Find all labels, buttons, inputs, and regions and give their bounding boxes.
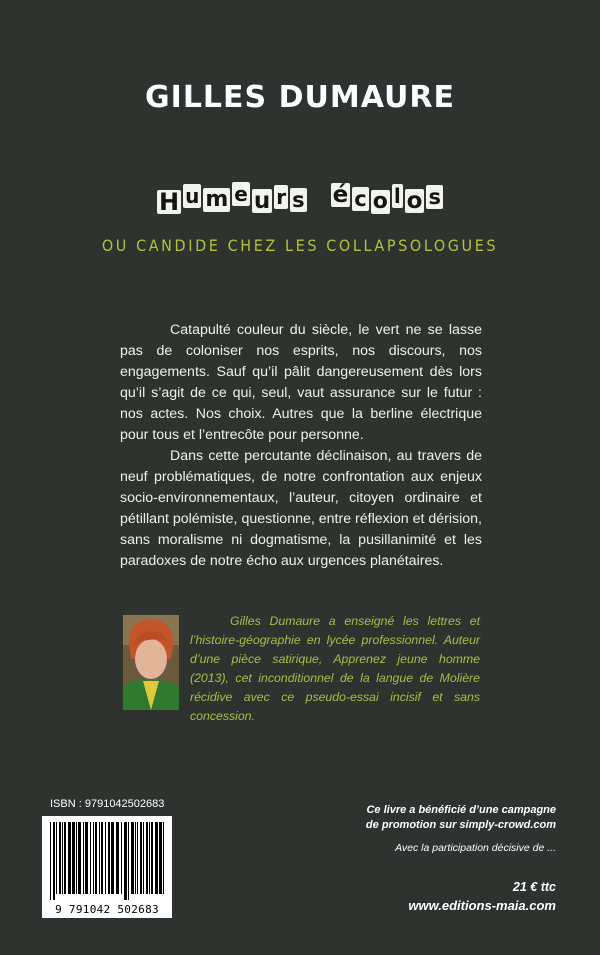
barcode-bar: [140, 822, 142, 894]
barcode-bar: [149, 822, 150, 894]
barcode-bar: [111, 822, 114, 894]
title-letter: e: [234, 182, 248, 206]
promo-line-2: de promotion sur simply-crowd.com: [365, 819, 556, 831]
barcode-bar: [128, 822, 129, 900]
barcode-bar: [50, 822, 51, 900]
barcode-bar: [62, 822, 63, 894]
barcode-bar: [83, 822, 84, 894]
barcode-bar: [93, 822, 94, 894]
barcode-bar: [105, 822, 106, 894]
blurb-paragraph-1: Catapulté couleur du siècle, le vert ne se lasse pas de coloniser nos esprits, nos discours, nos engagements. Sauf qu’il pâlit dangereusement dès lors qu’il s’agit de ce qui, seul, vaut assurance sur le futur : nos actes. Nos choix. Autres que la berline électrique pour tous et l’entrecôte pour personne.: [120, 322, 482, 443]
barcode-bar: [146, 822, 148, 894]
barcode-bar: [108, 822, 110, 894]
barcode-bar: [143, 822, 144, 894]
barcode-bar: [78, 822, 81, 894]
title-word: [156, 182, 308, 216]
title-letter: H: [159, 188, 180, 216]
title-letter: o: [406, 188, 423, 214]
promo-line-1: Ce livre a bénéficié d’une campagne: [366, 804, 556, 816]
promo-text: [296, 803, 556, 833]
title-letter: m: [205, 187, 229, 212]
title-letter: l: [393, 184, 401, 208]
title-letter: u: [253, 188, 271, 214]
title-letter: é: [332, 182, 349, 208]
title-word: [330, 182, 444, 214]
publisher-website: www.editions-maia.com: [408, 898, 556, 913]
barcode-bar: [85, 822, 88, 894]
barcode-bar: [59, 822, 61, 894]
title-letter: o: [372, 189, 388, 214]
barcode-bar: [90, 822, 91, 894]
barcode-bar: [159, 822, 162, 894]
barcode-digits: 9 791042 502683: [55, 903, 159, 916]
title-letter: r: [276, 185, 287, 209]
barcode-bar: [64, 822, 66, 894]
book-title: [0, 182, 600, 216]
barcode: [42, 816, 172, 918]
barcode-bar: [95, 822, 97, 894]
barcode-bar: [151, 822, 153, 894]
barcode-bars: [42, 816, 172, 902]
barcode-bar: [76, 822, 77, 894]
barcode-bar: [68, 822, 71, 894]
barcode-bar: [131, 822, 134, 894]
isbn-label: ISBN : 9791042502683: [50, 798, 165, 810]
title-letter: u: [185, 184, 200, 208]
barcode-bar: [53, 822, 55, 900]
author-bio: Gilles Dumaure a enseigné les lettres et l’histoire-géographie en lycée professionnel. Auteur d’une pièce satirique, Apprenez jeune homme (2013), cet inconditionnel de la langue de Molière récidive avec ce pseudo-essai incisif et sans concession.: [190, 614, 480, 723]
blurb-paragraph-2: Dans cette percutante déclinaison, au travers de neuf problématiques, de notre confrontation aux enjeux socio-environnementaux, l’auteur, citoyen ordinaire et pétillant polémiste, questionne, entre réflexion et dérision, sans moralisme ni dogmatisme, la pusillanimité et les paradoxes de notre écho aux urgences planétaires.: [120, 448, 482, 569]
barcode-bar: [101, 822, 103, 894]
barcode-bar: [72, 822, 75, 894]
book-subtitle: OU CANDIDE CHEZ LES COLLAPSOLOGUES: [101, 236, 499, 255]
barcode-bar: [121, 822, 122, 894]
barcode-bar: [124, 822, 127, 900]
barcode-bar: [99, 822, 100, 894]
back-cover-blurb: [120, 320, 482, 572]
barcode-bar: [163, 822, 164, 894]
barcode-bar: [135, 822, 136, 894]
title-letter: s: [428, 185, 441, 209]
author-name: GILLES DUMAURE: [145, 80, 455, 115]
title-letter: s: [292, 188, 305, 212]
barcode-bar: [137, 822, 138, 894]
barcode-bar: [56, 822, 57, 894]
author-photo: [123, 615, 179, 710]
barcode-bar: [155, 822, 158, 894]
participation-text: Avec la participation décisive de ...: [395, 842, 556, 854]
title-letter: c: [354, 187, 367, 211]
price: 21 € ttc: [512, 880, 556, 894]
barcode-bar: [116, 822, 119, 894]
